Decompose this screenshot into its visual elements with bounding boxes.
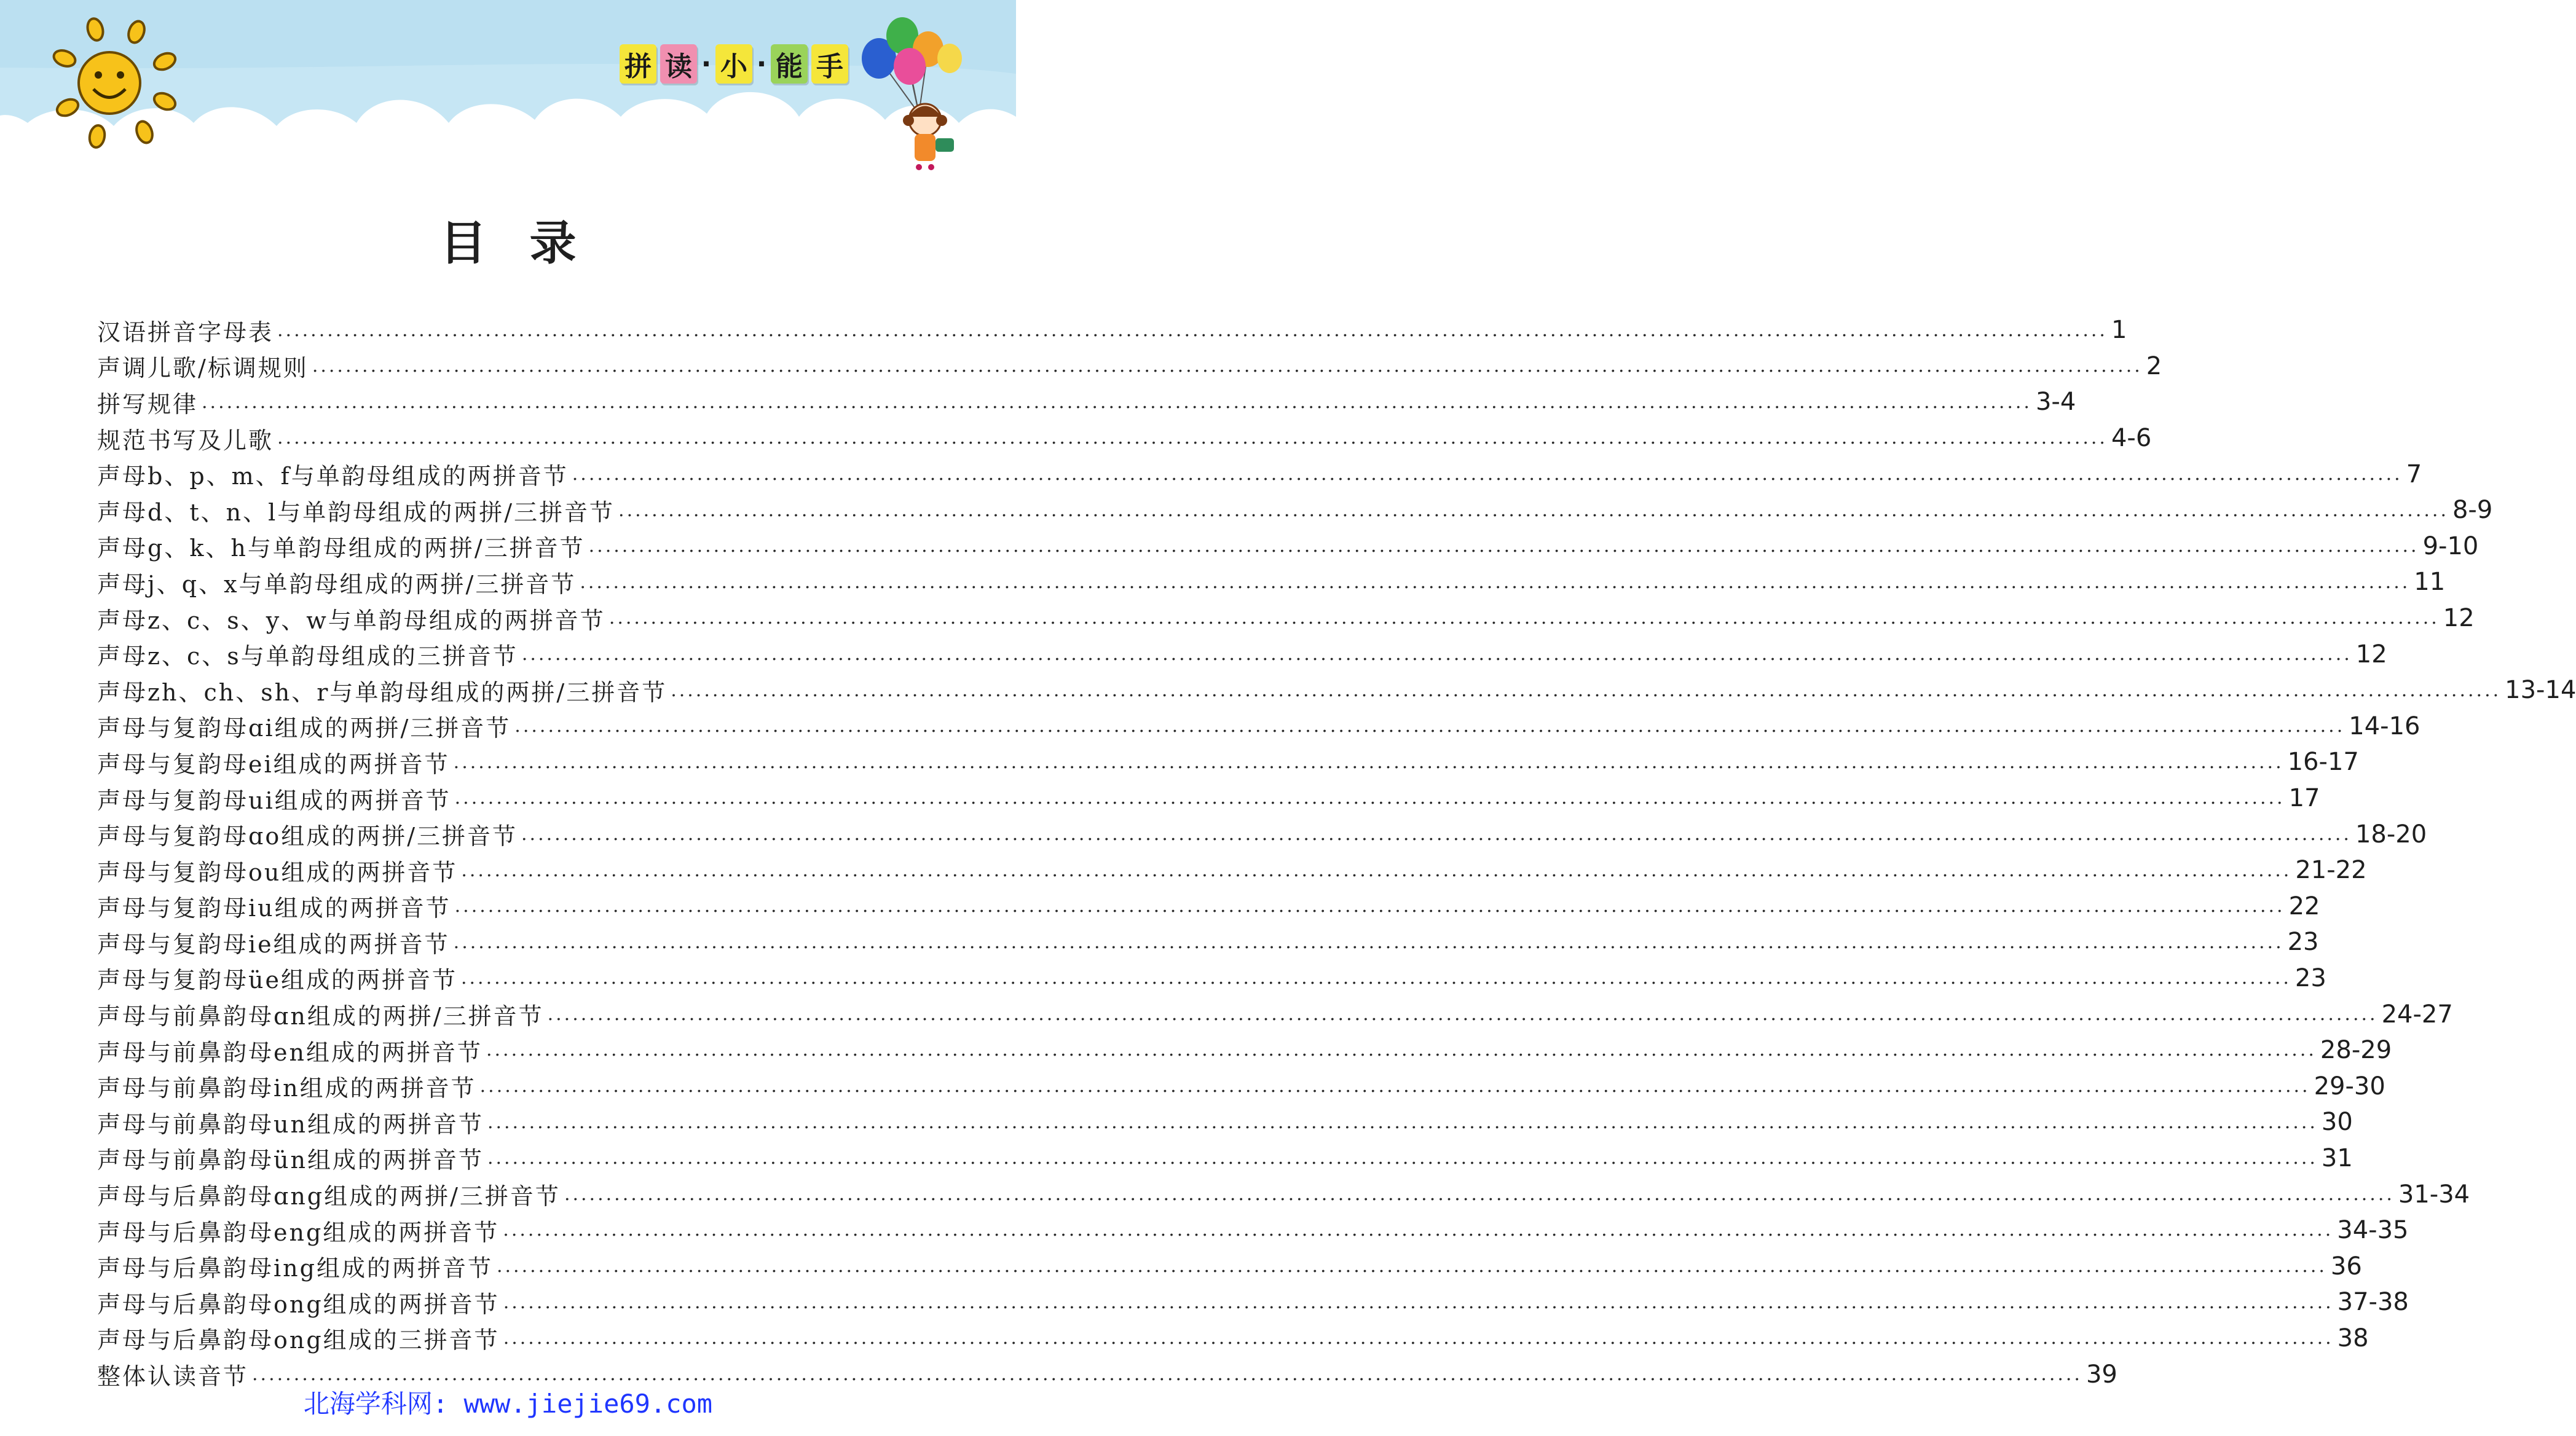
toc-entry[interactable]	[97, 1068, 2385, 1104]
toc-entry[interactable]	[97, 456, 2422, 492]
badge-char: 手	[811, 44, 848, 84]
toc-entry-page: 23	[2294, 963, 2326, 992]
toc-entry[interactable]	[97, 1176, 2470, 1212]
toc-entry[interactable]	[97, 636, 2387, 672]
toc-entry-label: 规范书写及儿歌	[97, 426, 274, 454]
toc-entry-page: 39	[2086, 1360, 2117, 1389]
toc-entry-label: 拼写规律	[97, 390, 199, 418]
toc-entry[interactable]	[97, 889, 2320, 925]
toc-dot-leader: ............................................................................................................................................................................................................................	[252, 1363, 2082, 1385]
header-banner	[0, 0, 1016, 184]
toc-entry-label: 整体认读音节	[97, 1363, 249, 1391]
toc-dot-leader: ............................................................................................................................................................................................................................	[503, 1327, 2334, 1349]
toc-entry-page: 31	[2321, 1144, 2353, 1172]
toc-entry-label: 声母z、c、s、y、w与单韵母组成的两拼音节	[97, 606, 605, 634]
toc-entry[interactable]	[97, 348, 2162, 385]
series-badge	[620, 44, 848, 84]
toc-dot-leader: ............................................................................................................................................................................................................................	[588, 535, 2419, 557]
toc-dot-leader: ............................................................................................................................................................................................................................	[609, 607, 2440, 629]
toc-entry[interactable]	[97, 1032, 2392, 1069]
toc-dot-leader: ............................................................................................................................................................................................................................	[487, 1111, 2318, 1133]
toc-entry-page: 7	[2406, 460, 2422, 488]
toc-entry-label: 声母与前鼻韵母in组成的两拼音节	[97, 1075, 476, 1102]
toc-entry-label: 声母j、q、x与单韵母组成的两拼/三拼音节	[97, 570, 577, 598]
toc-dot-leader: ............................................................................................................................................................................................................................	[277, 427, 2108, 449]
toc-dot-leader: ............................................................................................................................................................................................................................	[461, 859, 2292, 881]
toc-entry-label: 声母与后鼻韵母ong组成的三拼音节	[97, 1327, 500, 1354]
toc-dot-leader: ............................................................................................................................................................................................................................	[547, 1003, 2378, 1025]
toc-entry-page: 21-22	[2295, 856, 2367, 885]
badge-char: 拼	[620, 44, 656, 84]
toc-entry-label: 声母d、t、n、l与单韵母组成的两拼/三拼音节	[97, 498, 615, 526]
toc-entry-label: 声母b、p、m、f与单韵母组成的两拼音节	[97, 463, 569, 490]
toc-dot-leader: ............................................................................................................................................................................................................................	[454, 895, 2285, 917]
toc-entry-page: 30	[2321, 1108, 2353, 1137]
toc-entry-page: 18-20	[2355, 820, 2427, 849]
toc-entry-page: 23	[2287, 928, 2319, 957]
toc-entry-page: 28-29	[2320, 1036, 2392, 1065]
toc-entry-page: 17	[2288, 784, 2320, 813]
toc-entry-page: 8-9	[2452, 496, 2493, 525]
sky-clouds-illustration	[0, 0, 1016, 184]
toc-entry-label: 声母与前鼻韵母ün组成的两拼音节	[97, 1147, 484, 1174]
toc-dot-leader: ............................................................................................................................................................................................................................	[487, 1147, 2318, 1169]
toc-dot-leader: ............................................................................................................................................................................................................................	[572, 463, 2403, 485]
toc-dot-leader: ............................................................................................................................................................................................................................	[580, 571, 2411, 593]
badge-dot: ·	[701, 48, 712, 80]
toc-dot-leader: ............................................................................................................................................................................................................................	[671, 679, 2502, 701]
toc-entry[interactable]	[97, 960, 2326, 997]
toc-dot-leader: ............................................................................................................................................................................................................................	[453, 751, 2284, 773]
toc-entry-label: 声母与复韵母ie组成的两拼音节	[97, 930, 450, 958]
toc-entry-label: 声母与复韵母ei组成的两拼音节	[97, 750, 450, 778]
toc-entry-page: 34-35	[2337, 1216, 2409, 1245]
toc-dot-leader: ............................................................................................................................................................................................................................	[503, 1291, 2334, 1313]
toc-entry-label: 声母与复韵母ɑo组成的两拼/三拼音节	[97, 823, 518, 850]
toc-entry-page: 29-30	[2314, 1072, 2385, 1101]
toc-entry-page: 4-6	[2111, 424, 2152, 453]
toc-entry-label: 汉语拼音字母表	[97, 318, 274, 346]
toc-entry-page: 13-14	[2505, 676, 2576, 705]
toc-dot-leader: ............................................................................................................................................................................................................................	[454, 787, 2285, 809]
toc-entry[interactable]	[97, 312, 2127, 348]
toc-entry-label: 声母与前鼻韵母ɑn组成的两拼/三拼音节	[97, 1003, 544, 1030]
toc-entry[interactable]	[97, 1104, 2353, 1140]
toc-dot-leader: ............................................................................................................................................................................................................................	[503, 1219, 2334, 1241]
toc-dot-leader: ............................................................................................................................................................................................................................	[514, 715, 2346, 737]
toc-entry[interactable]	[97, 384, 2076, 420]
toc-entry[interactable]	[97, 924, 2319, 960]
toc-entry-page: 9-10	[2422, 532, 2479, 560]
toc-entry-label: 声母与复韵母iu组成的两拼音节	[97, 895, 451, 922]
toc-dot-leader: ............................................................................................................................................................................................................................	[277, 319, 2108, 341]
toc-entry-label: 声母与后鼻韵母ing组成的两拼音节	[97, 1255, 493, 1282]
toc-entry-label: 声调儿歌/标调规则	[97, 355, 309, 382]
badge-char: 读	[660, 44, 697, 84]
toc-entry[interactable]	[97, 1248, 2362, 1284]
toc-entry-page: 38	[2337, 1324, 2369, 1352]
toc-entry-label: 声母与后鼻韵母ɑng组成的两拼/三拼音节	[97, 1183, 561, 1210]
toc-entry[interactable]	[97, 420, 2152, 457]
toc-entry-page: 12	[2443, 604, 2475, 633]
toc-entry-label: 声母与后鼻韵母ong组成的两拼音节	[97, 1290, 500, 1318]
badge-char: 小	[715, 44, 752, 84]
toc-dot-leader: ............................................................................................................................................................................................................................	[453, 931, 2284, 953]
toc-entry[interactable]	[97, 672, 2576, 708]
toc-entry-label: 声母zh、ch、sh、r与单韵母组成的两拼/三拼音节	[97, 678, 668, 706]
toc-entry-page: 11	[2414, 568, 2446, 597]
toc-dot-leader: ............................................................................................................................................................................................................................	[521, 823, 2352, 845]
toc-entry-label: 声母与复韵母üe组成的两拼音节	[97, 967, 457, 994]
toc-entry[interactable]	[97, 744, 2359, 780]
toc-entry-page: 36	[2330, 1252, 2362, 1281]
toc-entry[interactable]	[97, 528, 2479, 565]
toc-entry[interactable]	[97, 1284, 2409, 1320]
toc-entry-page: 14-16	[2349, 712, 2420, 740]
toc-entry-label: 声母与后鼻韵母eng组成的两拼音节	[97, 1218, 500, 1246]
toc-entry[interactable]	[97, 492, 2493, 528]
toc-entry[interactable]	[97, 564, 2446, 600]
toc-entry-label: 声母g、k、h与单韵母组成的两拼/三拼音节	[97, 535, 585, 562]
toc-entry[interactable]	[97, 600, 2475, 637]
toc-entry-label: 声母与复韵母ou组成的两拼音节	[97, 858, 458, 886]
toc-dot-leader: ............................................................................................................................................................................................................................	[479, 1075, 2310, 1097]
badge-char: 能	[771, 44, 808, 84]
toc-entry-page: 2	[2146, 351, 2162, 380]
toc-entry-label: 声母与前鼻韵母un组成的两拼音节	[97, 1110, 484, 1138]
table-of-contents	[97, 312, 2576, 1392]
toc-dot-leader: ............................................................................................................................................................................................................................	[202, 391, 2032, 413]
toc-entry-page: 16-17	[2287, 748, 2359, 777]
footer-website[interactable]: 北海学科网: www.jiejie69.com	[303, 1389, 713, 1419]
toc-entry[interactable]	[97, 816, 2427, 852]
toc-entry-label: 声母与复韵母ui组成的两拼音节	[97, 787, 451, 814]
toc-entry-label: 声母与前鼻韵母en组成的两拼音节	[97, 1038, 483, 1066]
toc-dot-leader: ............................................................................................................................................................................................................................	[564, 1183, 2395, 1205]
toc-entry-page: 1	[2111, 316, 2127, 345]
toc-entry-label: 声母z、c、s与单韵母组成的三拼音节	[97, 643, 518, 670]
toc-entry[interactable]	[97, 996, 2453, 1032]
toc-dot-leader: ............................................................................................................................................................................................................................	[312, 355, 2143, 377]
toc-entry[interactable]	[97, 1320, 2369, 1357]
toc-entry[interactable]	[97, 852, 2367, 889]
toc-entry-page: 22	[2288, 892, 2320, 920]
toc-entry-page: 31-34	[2398, 1180, 2470, 1209]
toc-dot-leader: ............................................................................................................................................................................................................................	[460, 967, 2291, 989]
toc-entry[interactable]	[97, 708, 2420, 745]
toc-entry[interactable]	[97, 1140, 2353, 1177]
toc-entry-page: 12	[2355, 640, 2387, 669]
toc-dot-leader: ............................................................................................................................................................................................................................	[521, 643, 2352, 665]
page-title: 目录	[439, 216, 620, 270]
toc-entry-page: 37-38	[2337, 1288, 2409, 1317]
toc-entry-page: 24-27	[2381, 1000, 2453, 1029]
toc-dot-leader: ............................................................................................................................................................................................................................	[496, 1255, 2327, 1277]
toc-entry-label: 声母与复韵母ɑi组成的两拼/三拼音节	[97, 715, 511, 742]
toc-dot-leader: ............................................................................................................................................................................................................................	[486, 1039, 2317, 1061]
badge-dot: ·	[756, 48, 767, 80]
toc-entry[interactable]	[97, 780, 2320, 817]
toc-entry-page: 3-4	[2035, 388, 2076, 417]
toc-entry[interactable]	[97, 1212, 2409, 1249]
toc-dot-leader: ............................................................................................................................................................................................................................	[618, 499, 2449, 521]
